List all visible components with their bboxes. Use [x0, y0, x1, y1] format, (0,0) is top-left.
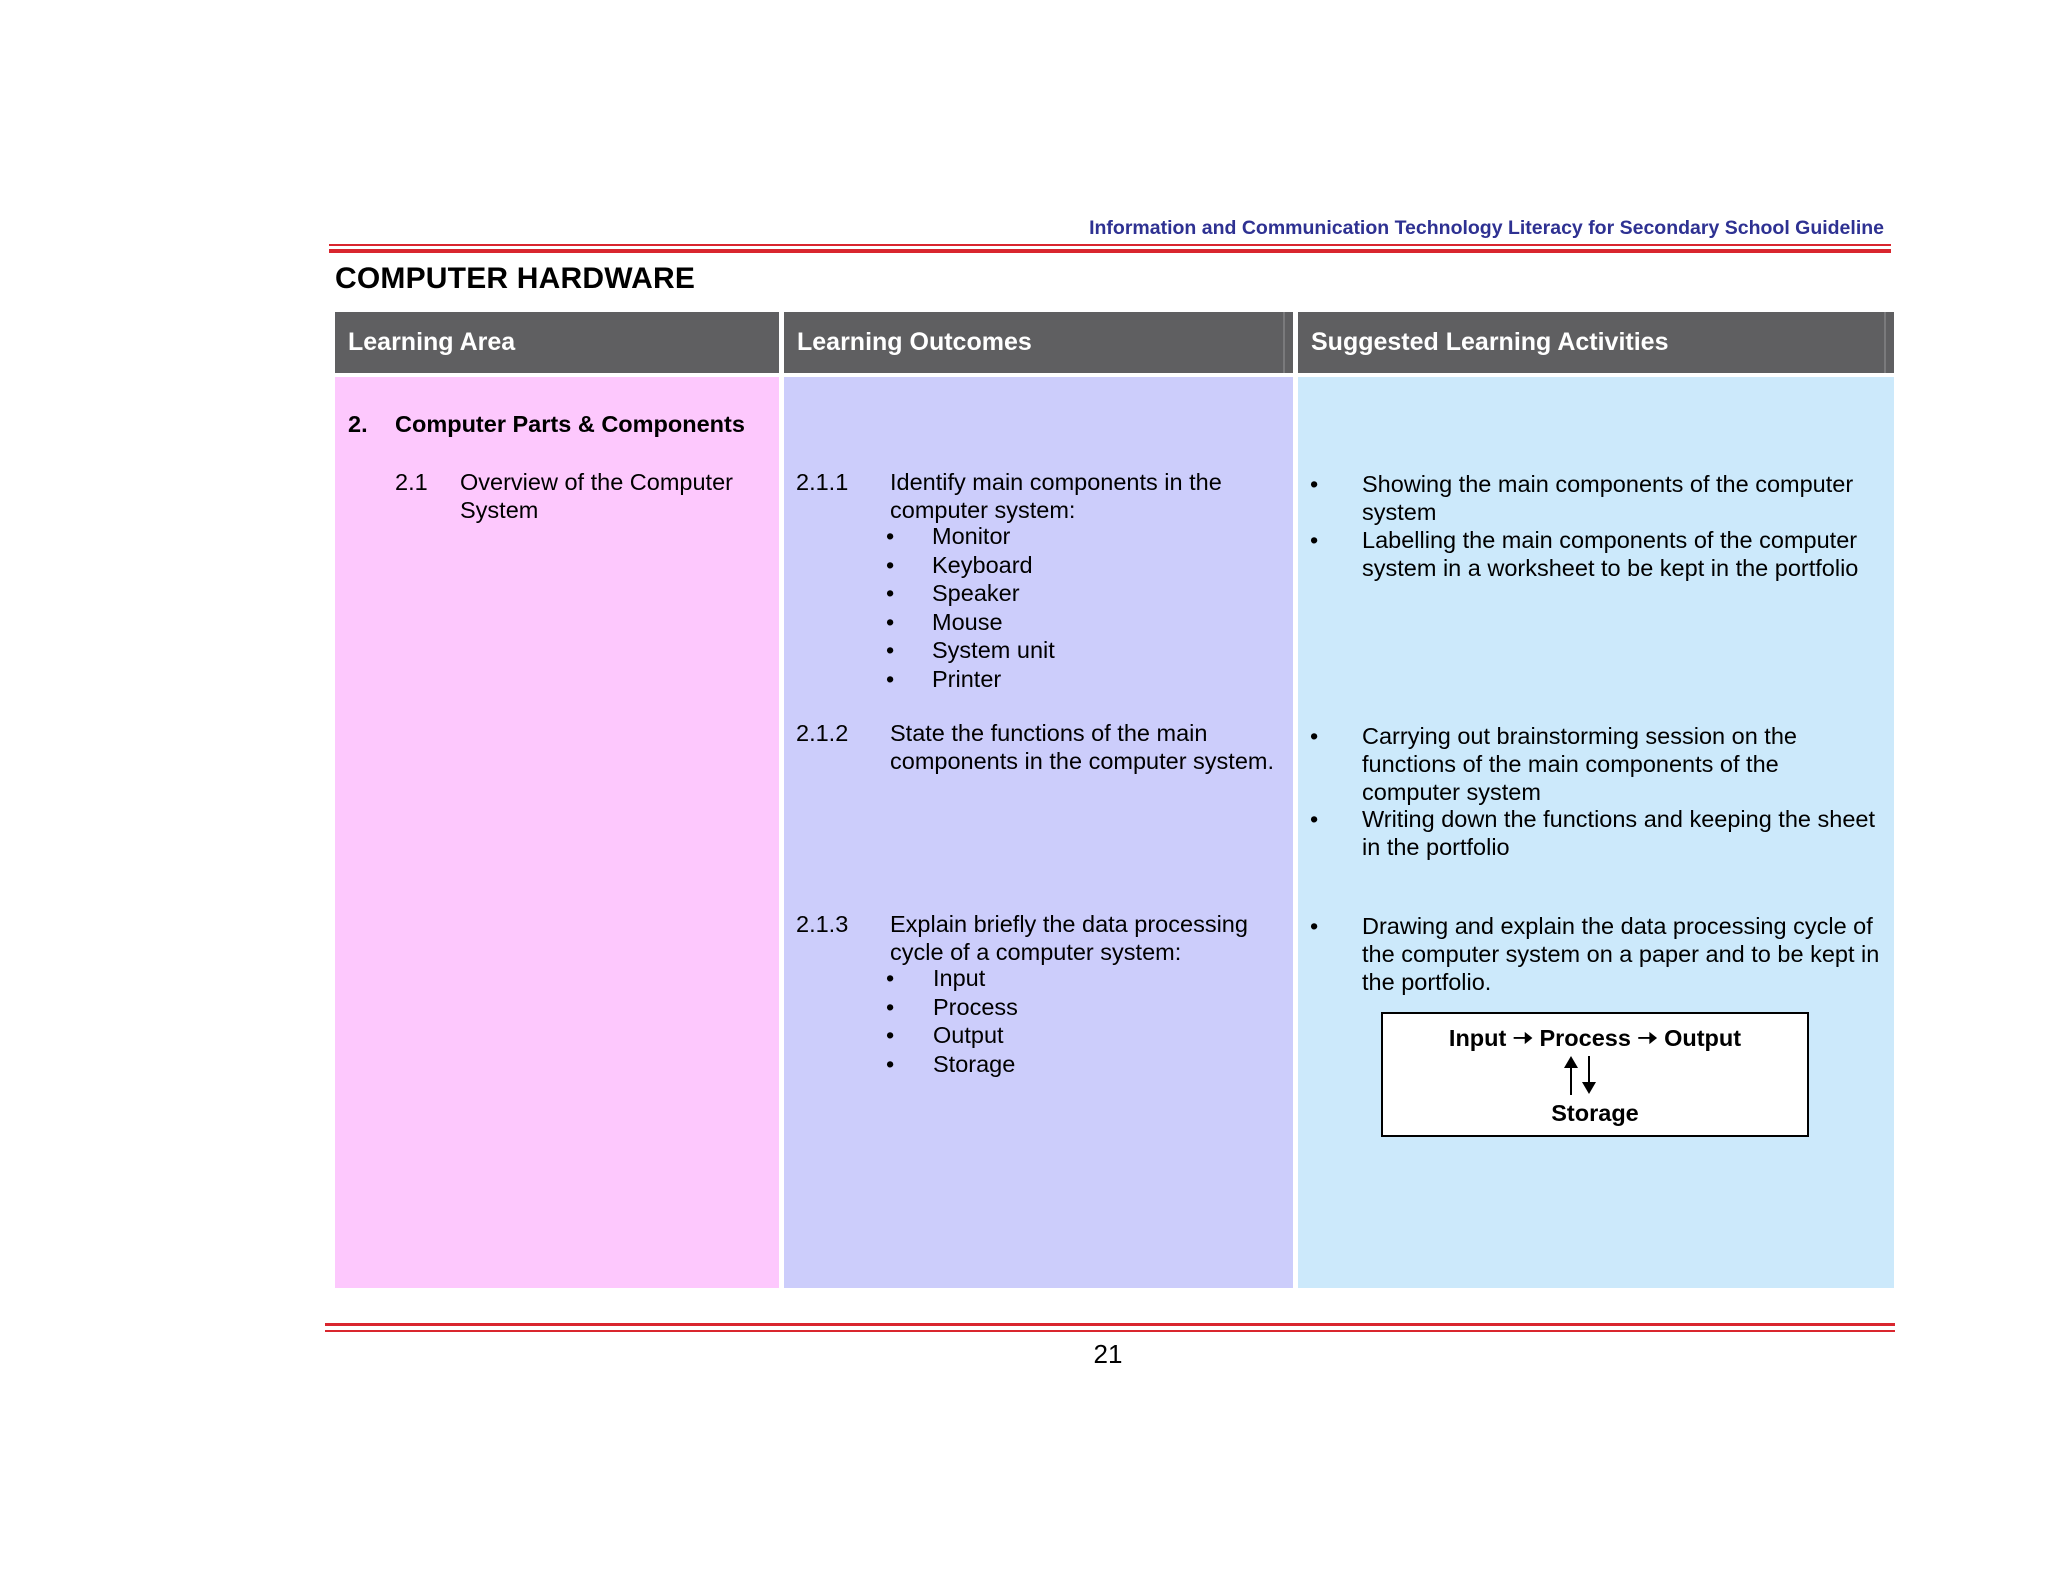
- outcome-bullet-list: [886, 522, 1055, 693]
- bullet: •: [1310, 527, 1319, 553]
- bullet: •: [1310, 913, 1319, 939]
- running-header: Information and Communication Technology Literacy for Secondary School Guideline: [1089, 217, 1884, 239]
- right-arrow-icon: 🠢: [1512, 1025, 1533, 1051]
- diagram-output: Output: [1664, 1025, 1742, 1051]
- sub-area-title-line: Overview of the Computer: [460, 469, 733, 495]
- list-item: • Printer: [886, 665, 1002, 692]
- diagram-input: Input: [1448, 1025, 1507, 1051]
- header-rule-thick: [329, 249, 1891, 253]
- page-number: 21: [1093, 1339, 1123, 1369]
- activity-item: [1310, 722, 1797, 806]
- footer-rule-thick: [325, 1323, 1895, 1326]
- column-header-learning-area: Learning Area: [335, 312, 779, 373]
- outcome-number: 2.1.2: [796, 720, 849, 746]
- header-divider: [1884, 312, 1886, 373]
- activity-line: the portfolio.: [1362, 969, 1492, 995]
- activity-item: [1310, 805, 1875, 861]
- diagram-storage: Storage: [1551, 1100, 1639, 1126]
- bullet: •: [1310, 806, 1319, 832]
- activity-item: [1310, 912, 1879, 996]
- outcome-text: [890, 719, 1274, 775]
- diagram-flow-row: [1383, 1024, 1807, 1052]
- up-down-arrows-icon: [1559, 1053, 1599, 1097]
- outcome-text-line: cycle of a computer system:: [890, 939, 1182, 965]
- column-header-learning-outcomes: Learning Outcomes: [784, 312, 1293, 373]
- activity-item: [1310, 470, 1853, 526]
- list-item: • Keyboard: [886, 551, 1033, 578]
- column-header-suggested-activities: Suggested Learning Activities: [1298, 312, 1894, 373]
- list-item: • System unit: [886, 637, 1055, 663]
- activity-line: the computer system on a paper and to be kept in: [1362, 941, 1880, 967]
- learning-area-title: Computer Parts & Components: [395, 411, 745, 437]
- list-item: • Output: [886, 1022, 1004, 1048]
- outcome-text-line: components in the computer system.: [890, 748, 1275, 774]
- diagram-process: Process: [1539, 1025, 1631, 1051]
- right-arrow-icon: 🠢: [1637, 1025, 1658, 1051]
- outcome-text-line: Identify main components in the: [890, 469, 1222, 495]
- activity-line: system: [1362, 499, 1437, 525]
- outcome-number: 2.1.1: [796, 469, 849, 495]
- activity-line: Labelling the main components of the computer: [1362, 527, 1858, 553]
- activity-line: Showing the main components of the computer: [1362, 471, 1854, 497]
- list-item: • Speaker: [886, 580, 1020, 606]
- outcome-text-line: State the functions of the main: [890, 720, 1208, 746]
- list-item: • Process: [886, 993, 1018, 1020]
- activity-line: functions of the main components of the: [1362, 751, 1779, 777]
- bullet: •: [1310, 471, 1319, 497]
- outcome-text: [890, 468, 1222, 524]
- list-item: • Mouse: [886, 608, 1003, 635]
- outcome-number: 2.1.3: [796, 911, 849, 937]
- activity-item: [1310, 526, 1858, 582]
- header-rule-thin: [329, 244, 1891, 246]
- footer-rule-thin: [325, 1330, 1895, 1332]
- outcome-text-line: Explain briefly the data processing: [890, 911, 1248, 937]
- section-title: COMPUTER HARDWARE: [335, 262, 696, 295]
- list-item: • Input: [886, 965, 986, 991]
- learning-area-number: 2.: [348, 411, 368, 437]
- outcome-text: [890, 910, 1248, 966]
- activity-line: in the portfolio: [1362, 834, 1510, 860]
- bullet: •: [1310, 723, 1319, 749]
- data-processing-cycle-diagram: [1381, 1012, 1809, 1137]
- list-item: • Monitor: [886, 523, 1011, 549]
- activity-line: Writing down the functions and keeping the sheet: [1362, 806, 1875, 832]
- list-item: • Storage: [886, 1050, 1016, 1077]
- activity-line: computer system: [1362, 779, 1541, 805]
- sub-area-title-line: System: [460, 497, 539, 523]
- activity-line: system in a worksheet to be kept in the portfolio: [1362, 555, 1859, 581]
- outcome-bullet-list: [886, 964, 1018, 1078]
- activity-line: Carrying out brainstorming session on the: [1362, 723, 1797, 749]
- header-divider: [1283, 312, 1285, 373]
- sub-area-number: 2.1: [395, 469, 428, 495]
- sub-area-title: [460, 468, 733, 524]
- outcome-text-line: computer system:: [890, 497, 1076, 523]
- activity-line: Drawing and explain the data processing cycle of: [1362, 913, 1873, 939]
